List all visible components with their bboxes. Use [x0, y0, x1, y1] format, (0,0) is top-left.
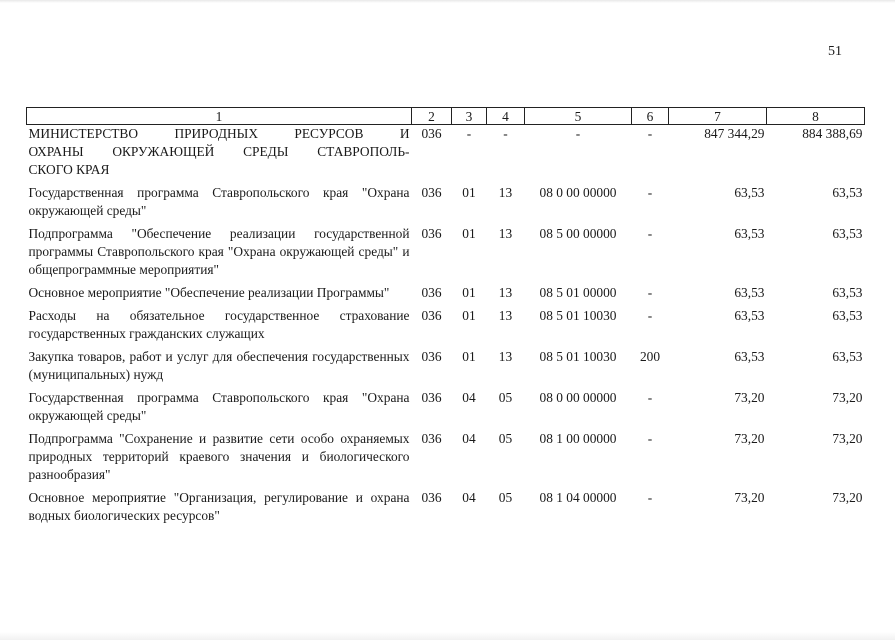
cell-section: 04: [462, 431, 476, 446]
ministry-row: [27, 125, 865, 185]
table-row: [27, 389, 865, 430]
page-number: 51: [828, 44, 842, 59]
cell-ministry-code: 036: [421, 349, 442, 364]
cell-target-article: 08 5 00 00000: [539, 226, 617, 241]
table-row: [27, 284, 865, 307]
cell-section: 01: [462, 308, 476, 323]
cell-section: 04: [462, 390, 476, 405]
header-cell: 5: [525, 108, 632, 125]
cell-name: Подпрограмма "Обеспечение реализации государственной программы Ставропольского края "Охрана окружающей среды" и общепрограммные мероприятия": [28, 226, 410, 277]
cell-section: 01: [462, 349, 476, 364]
cell-expense-type: -: [647, 185, 653, 200]
cell-name: Основное мероприятие "Обеспечение реализации Программы": [28, 285, 390, 300]
header-cell: 1: [27, 108, 412, 125]
header-cell: 8: [767, 108, 865, 125]
cell-amount-8: 63,53: [832, 285, 863, 300]
cell-target-article: -: [575, 126, 581, 141]
cell-amount-7: 73,20: [734, 431, 765, 446]
cell-expense-type: -: [647, 226, 653, 241]
cell-target-article: 08 5 01 10030: [539, 349, 617, 364]
cell-target-article: 08 1 04 00000: [539, 490, 617, 505]
cell-name: Расходы на обязательное государственное страхование государственных гражданских служащих: [28, 308, 410, 341]
cell-ministry-code: 036: [421, 490, 442, 505]
header-cell: 3: [452, 108, 487, 125]
cell-amount-7: 73,20: [734, 390, 765, 405]
cell-amount-7: 63,53: [734, 185, 765, 200]
cell-section: 01: [462, 185, 476, 200]
cell-ministry-code: 036: [421, 308, 442, 323]
table-row: [27, 225, 865, 284]
cell-target-article: 08 0 00 00000: [539, 390, 617, 405]
cell-expense-type: -: [647, 285, 653, 300]
cell-amount-8: 884 388,69: [802, 126, 863, 141]
cell-name: Подпрограмма "Сохранение и развитие сети особо охраняемых природных территорий краевого значения и биологического разнообразия": [28, 431, 410, 482]
header-cell: 6: [632, 108, 669, 125]
cell-ministry-code: 036: [421, 285, 442, 300]
cell-amount-7: 63,53: [734, 226, 765, 241]
ministry-name-line: СКОГО КРАЯ: [28, 162, 110, 177]
table-row: [27, 430, 865, 489]
cell-name: Основное мероприятие "Организация, регулирование и охрана водных биологических ресурсов": [28, 490, 410, 523]
table-row: [27, 184, 865, 225]
header-cell: 4: [487, 108, 525, 125]
scan-bottom-edge: [0, 632, 895, 640]
cell-subsection: 13: [498, 308, 513, 323]
cell-ministry-code: 036: [421, 431, 442, 446]
cell-name: Закупка товаров, работ и услуг для обеспечения государственных (муниципальных) нужд: [28, 349, 410, 382]
cell-subsection: 13: [498, 349, 513, 364]
cell-subsection: 05: [498, 431, 513, 446]
cell-subsection: 05: [498, 490, 513, 505]
cell-ministry-code: 036: [421, 185, 442, 200]
cell-amount-8: 63,53: [832, 226, 863, 241]
cell-section: -: [466, 126, 472, 141]
cell-amount-7: 847 344,29: [704, 126, 765, 141]
cell-ministry-code: 036: [421, 390, 442, 405]
header-cell: 2: [412, 108, 452, 125]
cell-expense-type: -: [647, 390, 653, 405]
cell-amount-7: 63,53: [734, 285, 765, 300]
cell-amount-8: 73,20: [832, 431, 863, 446]
cell-section: 04: [462, 490, 476, 505]
cell-target-article: 08 0 00 00000: [539, 185, 617, 200]
cell-subsection: 13: [498, 285, 513, 300]
ministry-name: [27, 125, 412, 185]
cell-subsection: -: [503, 126, 508, 141]
cell-expense-type: -: [647, 126, 653, 141]
cell-target-article: 08 5 01 00000: [539, 285, 617, 300]
table-row: [27, 489, 865, 530]
header-cell: 7: [669, 108, 767, 125]
cell-subsection: 13: [498, 185, 513, 200]
cell-name: Государственная программа Ставропольского края "Охрана окружающей среды": [28, 185, 410, 218]
cell-amount-8: 73,20: [832, 490, 863, 505]
cell-amount-8: 63,53: [832, 308, 863, 323]
cell-section: 01: [462, 226, 476, 241]
cell-amount-8: 63,53: [832, 185, 863, 200]
header-row: [27, 108, 865, 125]
cell-ministry-code: 036: [421, 126, 442, 141]
cell-expense-type: -: [647, 431, 653, 446]
scan-top-edge: [0, 0, 895, 3]
table-row: [27, 348, 865, 389]
ministry-name-line: ОХРАНЫ ОКРУЖАЮЩЕЙ СРЕДЫ СТАВРОПОЛЬ-: [28, 144, 410, 159]
cell-amount-7: 73,20: [734, 490, 765, 505]
cell-section: 01: [462, 285, 476, 300]
table-row: [27, 307, 865, 348]
ministry-name-line: МИНИСТЕРСТВО ПРИРОДНЫХ РЕСУРСОВ И: [28, 126, 410, 141]
cell-name: Государственная программа Ставропольского края "Охрана окружающей среды": [28, 390, 410, 423]
cell-expense-type: -: [647, 308, 653, 323]
cell-subsection: 05: [498, 390, 513, 405]
cell-target-article: 08 1 00 00000: [539, 431, 617, 446]
cell-subsection: 13: [498, 226, 513, 241]
cell-amount-8: 63,53: [832, 349, 863, 364]
cell-target-article: 08 5 01 10030: [539, 308, 617, 323]
cell-amount-8: 73,20: [832, 390, 863, 405]
cell-expense-type: 200: [639, 349, 661, 364]
cell-expense-type: -: [647, 490, 653, 505]
cell-ministry-code: 036: [421, 226, 442, 241]
budget-table: [26, 107, 865, 530]
cell-amount-7: 63,53: [734, 308, 765, 323]
cell-amount-7: 63,53: [734, 349, 765, 364]
